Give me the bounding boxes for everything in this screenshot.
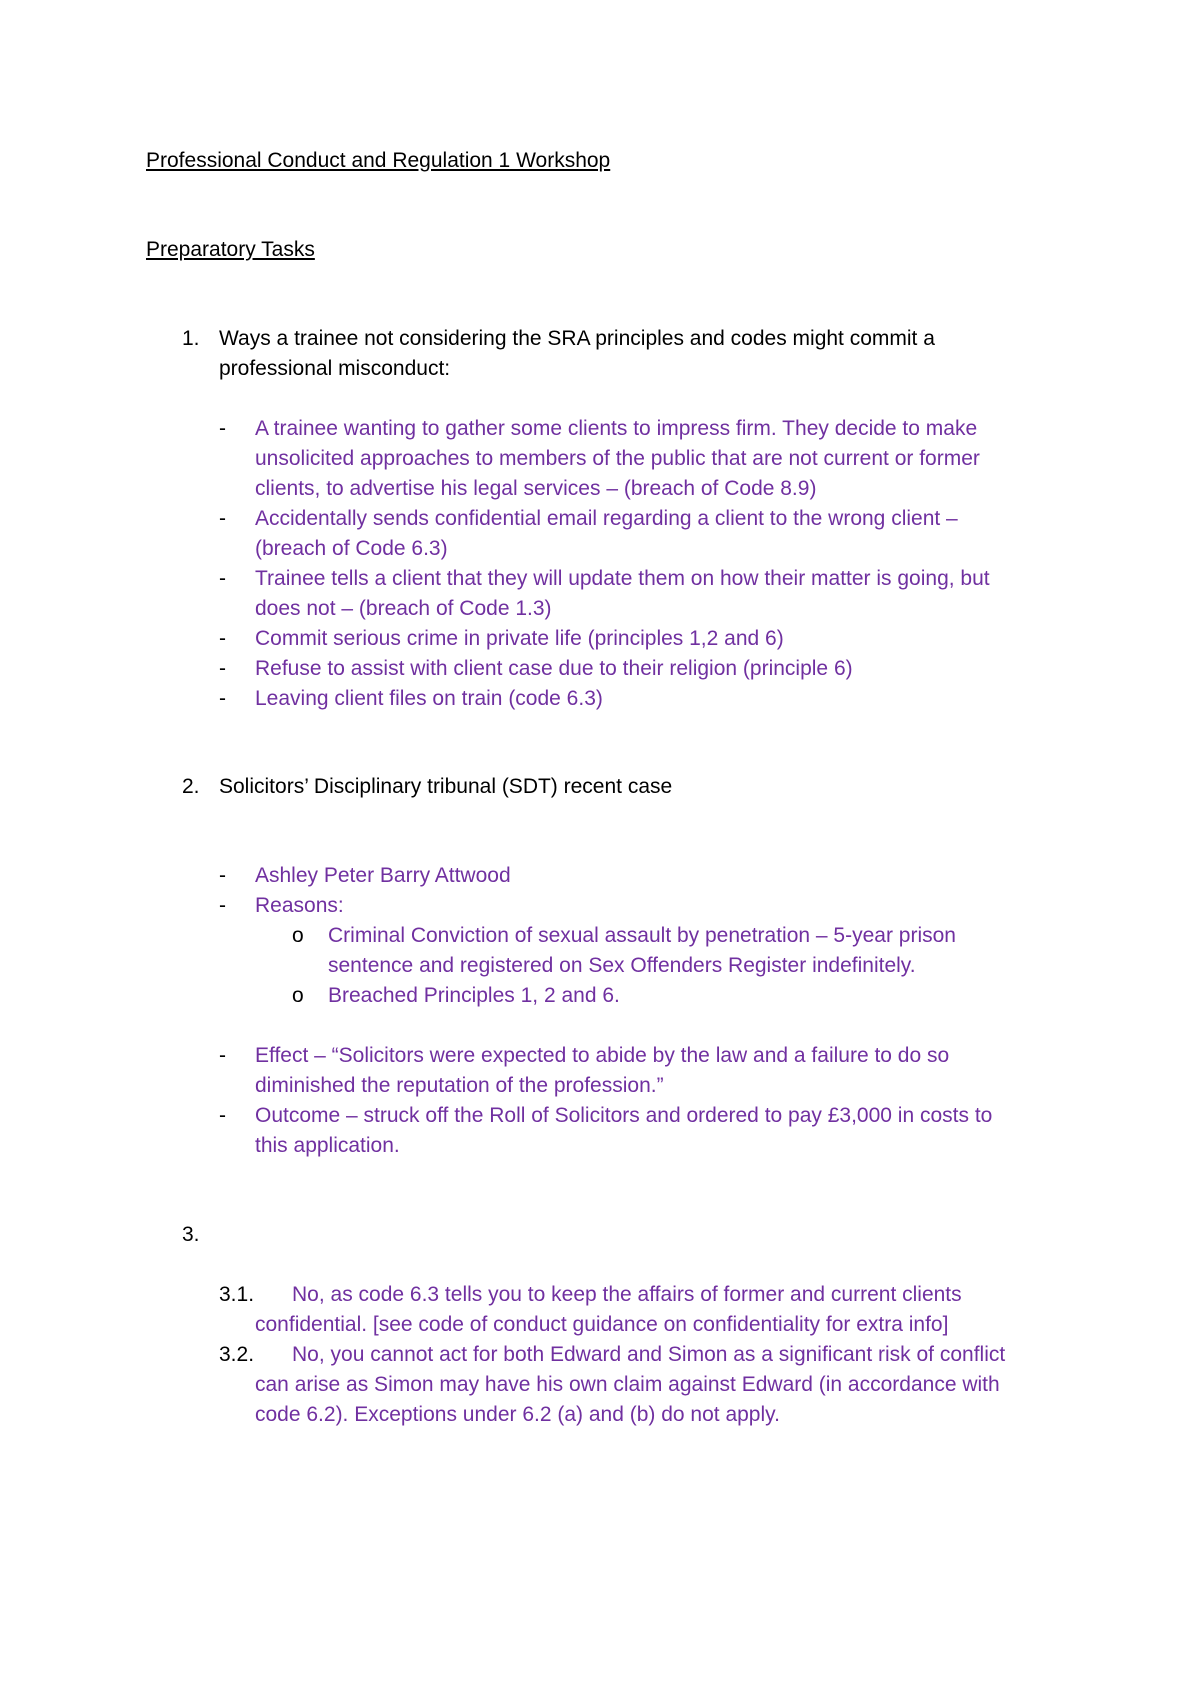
reasons-label: Reasons: bbox=[255, 894, 344, 917]
bullet-2-line-1: Accidentally sends confidential email regarding a client to the wrong client – bbox=[255, 507, 958, 530]
outcome-line-2: this application. bbox=[255, 1134, 400, 1157]
item-3-2-line-3: code 6.2). Exceptions under 6.2 (a) and (b) do not apply. bbox=[255, 1403, 780, 1426]
item-3-1-number: 3.1. bbox=[219, 1283, 255, 1306]
document-title: Professional Conduct and Regulation 1 Workshop bbox=[146, 149, 611, 172]
section-2-number: 2. bbox=[182, 775, 200, 798]
bullet-5-line-1: Refuse to assist with client case due to their religion (principle 6) bbox=[255, 657, 853, 680]
document-subtitle: Preparatory Tasks bbox=[146, 238, 315, 261]
bullet-3-line-2: does not – (breach of Code 1.3) bbox=[255, 597, 552, 620]
bullet-4-line-1: Commit serious crime in private life (principles 1,2 and 6) bbox=[255, 627, 784, 650]
case-name: Ashley Peter Barry Attwood bbox=[255, 864, 511, 887]
bullet-1-line-1: A trainee wanting to gather some clients to impress firm. They decide to make bbox=[255, 417, 978, 440]
section-3-number: 3. bbox=[182, 1223, 200, 1246]
effect-line-2: diminished the reputation of the profession.” bbox=[255, 1074, 664, 1097]
bullet-marker: - bbox=[219, 507, 226, 530]
bullet-marker: - bbox=[219, 894, 226, 917]
section-1-heading-line-2: professional misconduct: bbox=[219, 357, 451, 380]
item-3-2-line-2: can arise as Simon may have his own claim against Edward (in accordance with bbox=[255, 1373, 1000, 1396]
bullet-1-line-2: unsolicited approaches to members of the public that are not current or former bbox=[255, 447, 980, 470]
bullet-1-line-3: clients, to advertise his legal services – (breach of Code 8.9) bbox=[255, 477, 817, 500]
reason-1-line-2: sentence and registered on Sex Offenders Register indefinitely. bbox=[328, 954, 916, 977]
bullet-marker: - bbox=[219, 1044, 226, 1067]
bullet-3-line-1: Trainee tells a client that they will update them on how their matter is going, but bbox=[255, 567, 990, 590]
reason-1-line-1: Criminal Conviction of sexual assault by penetration – 5-year prison bbox=[328, 924, 956, 947]
outcome-line-1: Outcome – struck off the Roll of Solicitors and ordered to pay £3,000 in costs to bbox=[255, 1104, 993, 1127]
bullet-marker: - bbox=[219, 417, 226, 440]
section-1-heading-line-1: Ways a trainee not considering the SRA principles and codes might commit a bbox=[219, 327, 935, 350]
item-3-1-line-2: confidential. [see code of conduct guidance on confidentiality for extra info] bbox=[255, 1313, 949, 1336]
reason-2-line-1: Breached Principles 1, 2 and 6. bbox=[328, 984, 620, 1007]
bullet-marker: - bbox=[219, 567, 226, 590]
sub-bullet-marker: o bbox=[292, 984, 304, 1007]
bullet-marker: - bbox=[219, 687, 226, 710]
bullet-marker: - bbox=[219, 864, 226, 887]
item-3-2-line-1: No, you cannot act for both Edward and Simon as a significant risk of conflict bbox=[292, 1343, 1006, 1366]
item-3-1-line-1: No, as code 6.3 tells you to keep the affairs of former and current clients bbox=[292, 1283, 962, 1306]
bullet-marker: - bbox=[219, 627, 226, 650]
section-2-heading: Solicitors’ Disciplinary tribunal (SDT) recent case bbox=[219, 775, 673, 798]
bullet-marker: - bbox=[219, 657, 226, 680]
item-3-2-number: 3.2. bbox=[219, 1343, 255, 1366]
section-1-number: 1. bbox=[182, 327, 200, 350]
effect-line-1: Effect – “Solicitors were expected to abide by the law and a failure to do so bbox=[255, 1044, 950, 1067]
bullet-marker: - bbox=[219, 1104, 226, 1127]
bullet-6-line-1: Leaving client files on train (code 6.3) bbox=[255, 687, 603, 710]
sub-bullet-marker: o bbox=[292, 924, 304, 947]
bullet-2-line-2: (breach of Code 6.3) bbox=[255, 537, 448, 560]
